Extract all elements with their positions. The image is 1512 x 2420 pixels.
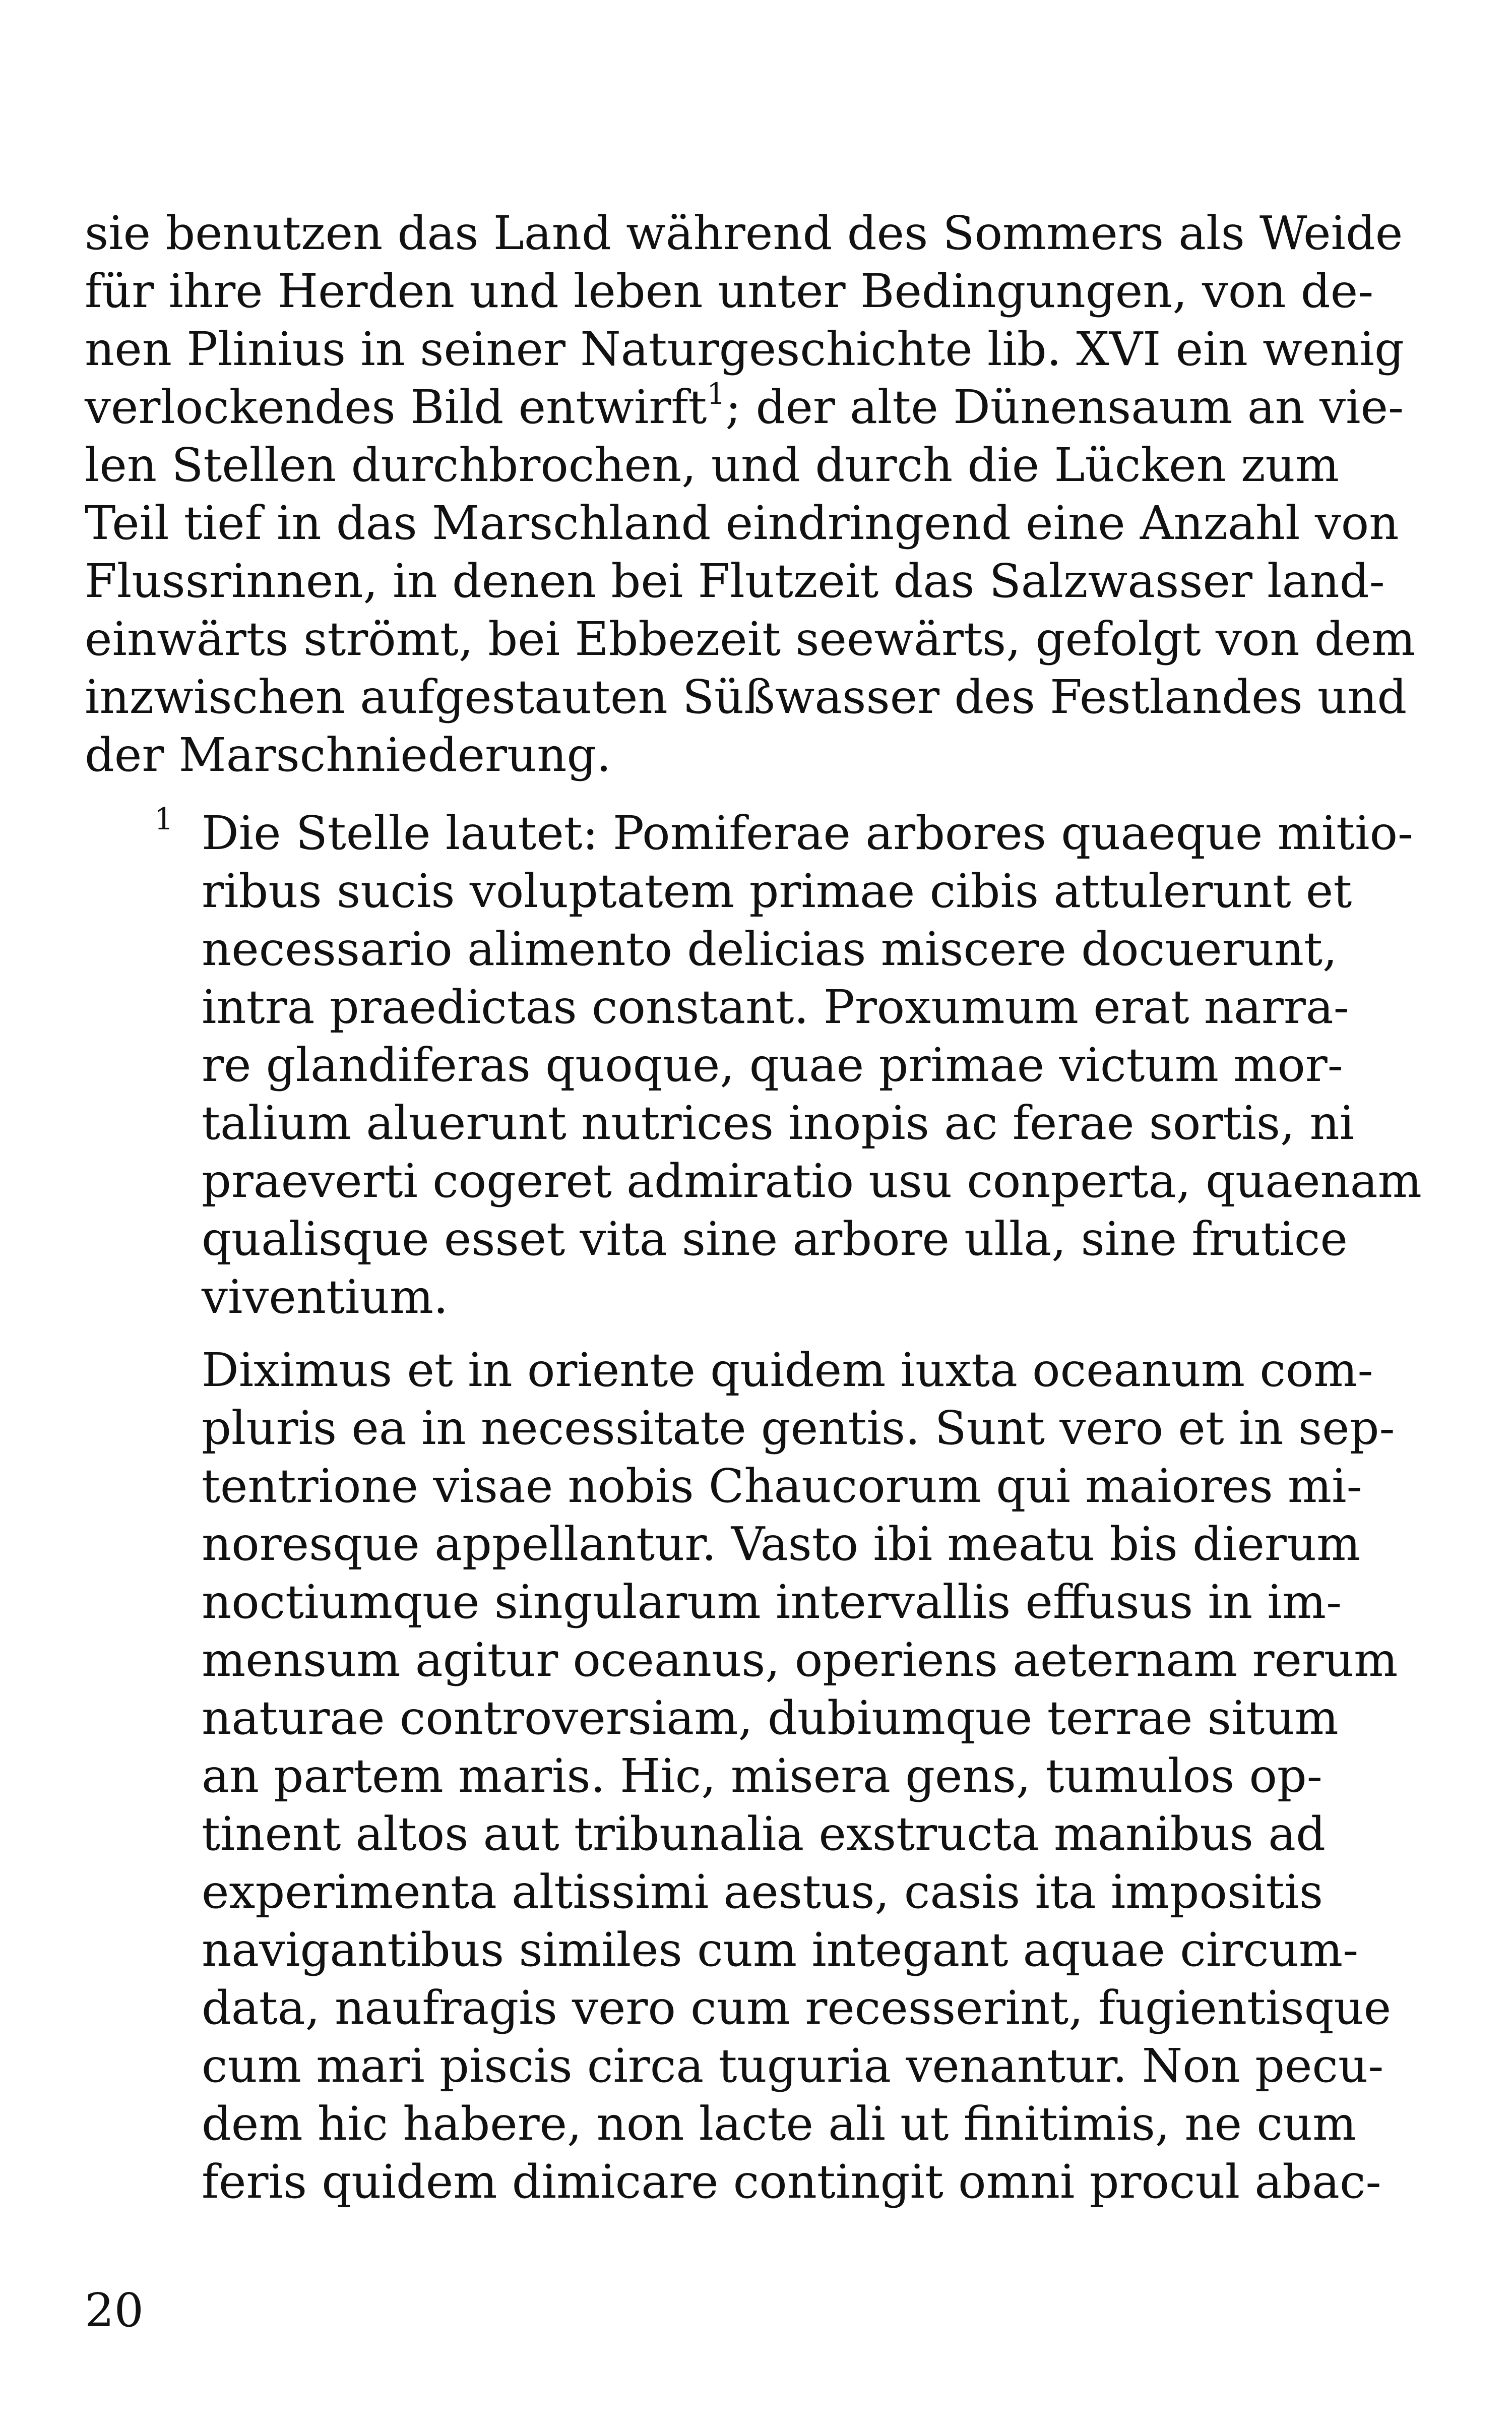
text-line: inzwischen aufgestauten Süßwasser des Festlandes und	[85, 670, 1407, 724]
footnote-line: qualisque esset vita sine arbore ulla, sine frutice	[202, 1212, 1348, 1266]
text-line: für ihre Herden und leben unter Bedingungen, von de-	[85, 264, 1374, 318]
footnote-line: noctiumque singularum intervallis effusus in im-	[202, 1575, 1342, 1629]
footnote-reference: 1	[707, 377, 726, 411]
footnote-line: pluris ea in necessitate gentis. Sunt vero et in sep-	[202, 1401, 1395, 1455]
footnote-line: intra praedictas constant. Proxumum erat narra-	[202, 980, 1349, 1034]
footnote-marker: 1	[154, 802, 174, 837]
text-line	[85, 377, 1404, 436]
footnote-paragraph-2	[202, 1341, 1398, 2211]
footnote-line: necessario alimento delicias miscere docuerunt,	[202, 922, 1338, 976]
text-segment: verlockendes Bild entwirft	[85, 380, 707, 434]
footnote-line: experimenta altissimi aestus, casis ita impositis	[202, 1865, 1324, 1919]
footnote-line: praeverti cogeret admiratio usu conperta, quaenam	[202, 1154, 1422, 1208]
footnote-line: an partem maris. Hic, misera gens, tumulos op-	[202, 1749, 1322, 1803]
text-line: nen Plinius in seiner Naturgeschichte lib. XVI ein wenig	[85, 322, 1404, 376]
text-line: sie benutzen das Land während des Sommers als Weide	[85, 206, 1403, 260]
footnote-line: Diximus et in oriente quidem iuxta oceanum com-	[202, 1343, 1373, 1397]
footnote-line: talium aluerunt nutrices inopis ac ferae sortis, ni	[202, 1096, 1355, 1150]
footnote-line: viventium.	[202, 1270, 449, 1324]
footnote-line: ribus sucis voluptatem primae cibis attulerunt et	[202, 864, 1352, 918]
text-segment: ; der alte Dünensaum an vie-	[725, 380, 1404, 434]
footnote-line: tentrione visae nobis Chaucorum qui maiores mi-	[202, 1459, 1362, 1513]
footnote-line: dem hic habere, non lacte ali ut finitimis, ne cum	[202, 2097, 1357, 2151]
footnote-line: data, naufragis vero cum recesserint, fugientisque	[202, 1981, 1392, 2035]
footnote-line: cum mari piscis circa tuguria venantur. Non pecu-	[202, 2039, 1384, 2093]
footnote-line: tinent altos aut tribunalia exstructa manibus ad	[202, 1807, 1326, 1861]
footnote-line: navigantibus similes cum integant aquae circum-	[202, 1923, 1359, 1977]
text-line: einwärts strömt, bei Ebbezeit seewärts, gefolgt von dem	[85, 612, 1416, 666]
text-line: Flussrinnen, in denen bei Flutzeit das Salzwasser land-	[85, 554, 1385, 608]
footnote-paragraph-1	[202, 804, 1422, 1326]
main-paragraph	[85, 204, 1416, 784]
text-line: der Marschniederung.	[85, 728, 611, 782]
footnote-line: mensum agitur oceanus, operiens aeternam rerum	[202, 1633, 1398, 1687]
footnote-line: feris quidem dimicare contingit omni procul abac-	[202, 2155, 1381, 2209]
footnote-line: re glandiferas quoque, quae primae victum mor-	[202, 1038, 1343, 1092]
page-number: 20	[85, 2283, 144, 2337]
footnote-line: naturae controversiam, dubiumque terrae situm	[202, 1691, 1339, 1745]
text-line: len Stellen durchbrochen, und durch die Lücken zum	[85, 438, 1340, 492]
text-line: Teil tief in das Marschland eindringend eine Anzahl von	[85, 496, 1399, 550]
footnote-line: Die Stelle lautet: Pomiferae arbores quaeque mitio-	[202, 806, 1414, 860]
footnote-line: noresque appellantur. Vasto ibi meatu bis dierum	[202, 1517, 1361, 1571]
